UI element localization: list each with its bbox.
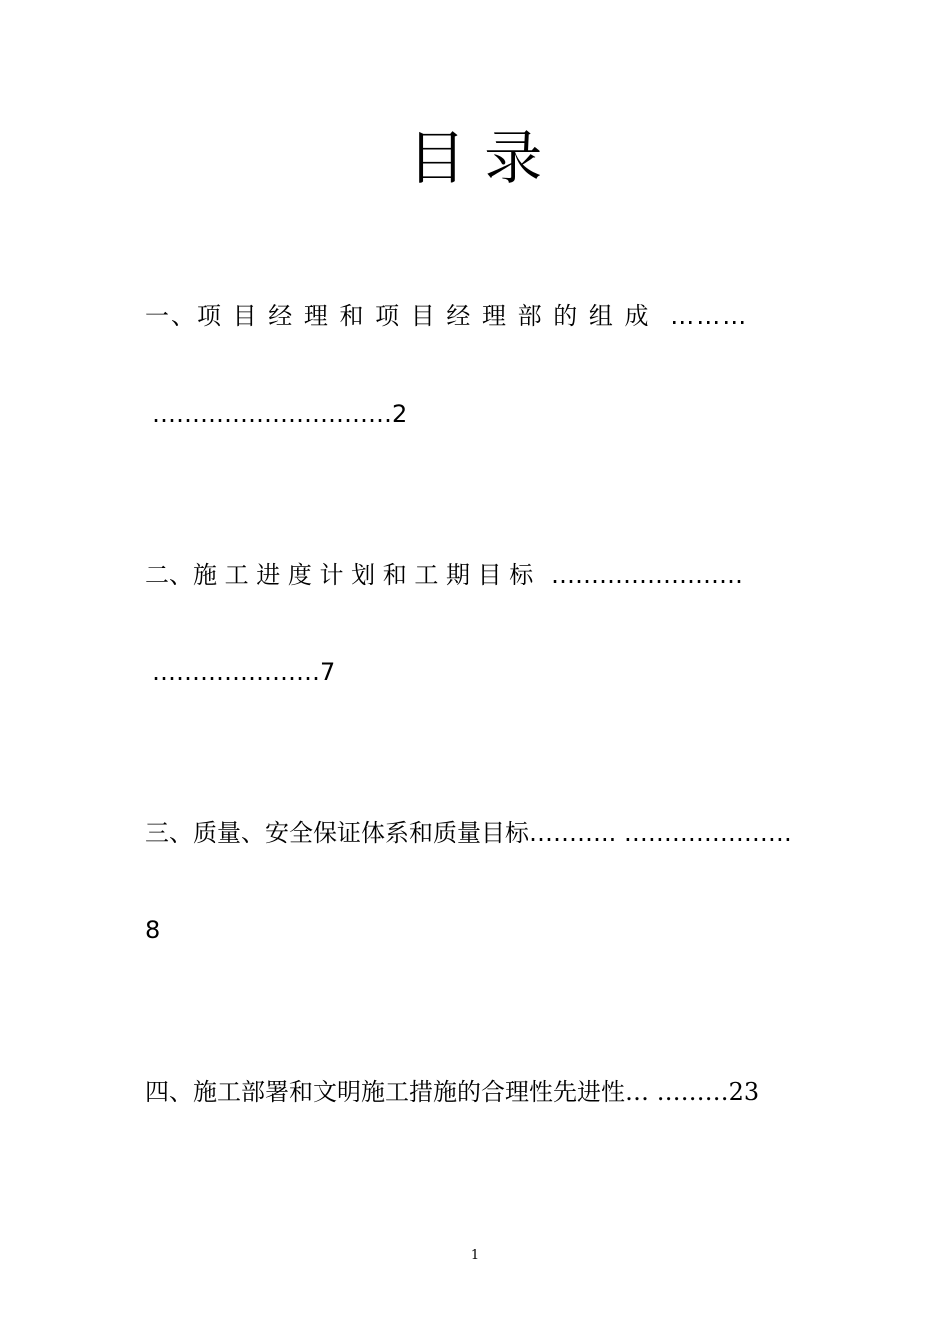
toc-entry-3-text: 三、质量、安全保证体系和质量目标 <box>145 819 529 847</box>
toc-entry-2-text: 二、施 工 进 度 计 划 和 工 期 目 标 <box>145 561 534 589</box>
toc-entry-4-text: 四、施工部署和文明施工措施的合理性先进性… ………23 <box>145 1078 760 1106</box>
toc-entry-1-leader: ……… <box>670 302 749 330</box>
toc-entry-2[interactable] <box>145 559 810 591</box>
toc-title: 目 录 <box>407 124 543 192</box>
toc-entry-2-continuation: …………………7 <box>152 658 336 686</box>
toc-entry-2-leader: …………………… <box>550 561 743 589</box>
page-number: 1 <box>470 1248 480 1263</box>
toc-entry-3-leader: ……….. ………………… <box>529 819 792 847</box>
toc-entry-3-continuation: 8 <box>145 916 161 944</box>
toc-entry-3[interactable] <box>145 817 810 849</box>
toc-entry-1-continuation: …………………………2 <box>152 400 408 428</box>
toc-entry-4[interactable] <box>145 1076 810 1108</box>
toc-entry-1-text: 一、项 目 经 理 和 项 目 经 理 部 的 组 成 <box>145 302 651 330</box>
toc-entry-1[interactable] <box>145 300 810 332</box>
